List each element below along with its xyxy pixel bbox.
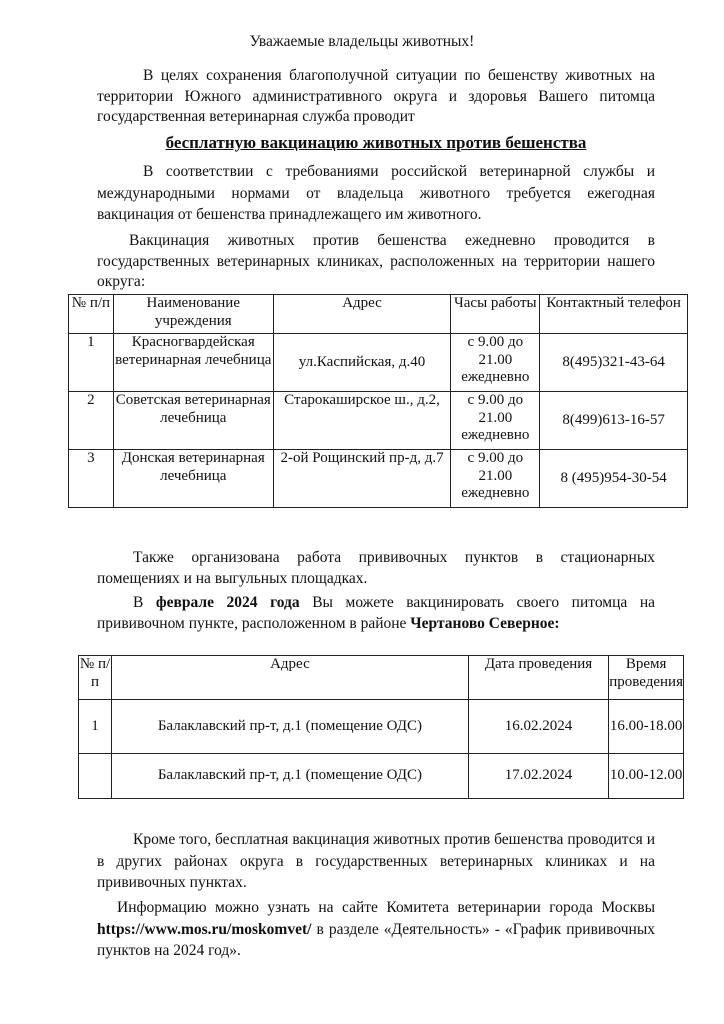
other-paragraph: Кроме того, бесплатная вакцинация животных против бешенства проводится и в других районах округа в государственных ветеринарных клиниках и на прививочных пунктах. [97,831,655,891]
website-link[interactable]: https://www.mos.ru/moskomvet/ [97,920,312,938]
header-name: Наименование учреждения [113,295,273,334]
february-paragraph [97,593,655,634]
header-num: № п/п [69,295,114,334]
header-hours: Часы работы [451,295,540,334]
table-row [79,700,684,754]
point-time: 16.00-18.00 [609,700,684,754]
february-middle: Вы можете вакцинировать своего питомца на прививочном пункте, расположенном в районе [97,594,656,632]
point-date: 17.02.2024 [468,754,608,799]
clinic-address: Старокаширское ш., д.2, [273,392,451,450]
clinics-paragraph: Вакцинация животных против бешенства ежедневно проводится в государственных ветеринарных клиниках, расположенных на территории нашего округа: [97,232,655,290]
point-address: Балаклавский пр-т, д.1 (помещение ОДС) [112,754,469,799]
header-time: Время проведения [609,656,684,700]
row-num: 2 [69,392,114,450]
points-paragraph: Также организована работа прививочных пунктов в стационарных помещениях и на выгульных площадках. [97,549,655,587]
header-phone: Контактный телефон [540,295,688,334]
clinic-hours: с 9.00 до 21.00 ежедневно [451,334,540,392]
info-prefix: Информацию можно узнать на сайте Комитета ветеринарии города Москвы [117,899,655,916]
clinic-name: Советская ветеринарная лечебница [113,392,273,450]
row-num: 1 [69,334,114,392]
header-address: Адрес [273,295,451,334]
district-name: Чертаново Северное: [410,614,560,632]
point-address: Балаклавский пр-т, д.1 (помещение ОДС) [112,700,469,754]
clinic-address: ул.Каспийская, д.40 [273,334,451,392]
point-time: 10.00-12.00 [609,754,684,799]
clinic-hours: с 9.00 до 21.00 ежедневно [451,392,540,450]
clinics-table [68,294,688,508]
february-date: феврале 2024 года [155,594,300,611]
clinic-phone: 8 (495)954-30-54 [540,450,688,508]
info-suffix: в разделе «Деятельность» - «График прививочных пунктов на 2024 год». [97,920,655,959]
clinic-address: 2-ой Рощинский пр-д, д.7 [273,450,451,508]
point-date: 16.02.2024 [468,700,608,754]
clinic-phone: 8(499)613-16-57 [540,392,688,450]
requirements-paragraph: В соответствии с требованиями российской ветеринарной службы и международными нормами от владельца животного требуется ежегодная вакцинация от бешенства принадлежащего им животного. [97,163,655,223]
header-num: № п/п [79,656,112,700]
clinic-phone: 8(495)321-43-64 [540,334,688,392]
clinic-name: Донская ветеринарная лечебница [113,450,273,508]
header-date: Дата проведения [468,656,608,700]
table-row [79,754,684,799]
row-num [79,754,112,799]
clinic-hours: с 9.00 до 21.00 ежедневно [451,450,540,508]
row-num: 1 [79,700,112,754]
table-row [69,450,688,508]
intro-paragraph: В целях сохранения благополучной ситуации по бешенству животных на территории Южного административного округа и здоровья Вашего питомца государственная ветеринарная служба проводит [97,67,655,125]
table-row [69,334,688,392]
greeting: Уважаемые владельцы животных! [249,33,475,50]
clinics-table-header [69,295,688,334]
february-prefix: В [133,594,156,611]
points-table-header [79,656,684,700]
table-row [69,392,688,450]
row-num: 3 [69,450,114,508]
info-paragraph [97,897,655,962]
points-table [78,655,684,799]
header-address: Адрес [112,656,469,700]
clinic-name: Красногвардейская ветеринарная лечебница [113,334,273,392]
campaign-heading: бесплатную вакцинацию животных против бешенства [165,133,587,152]
